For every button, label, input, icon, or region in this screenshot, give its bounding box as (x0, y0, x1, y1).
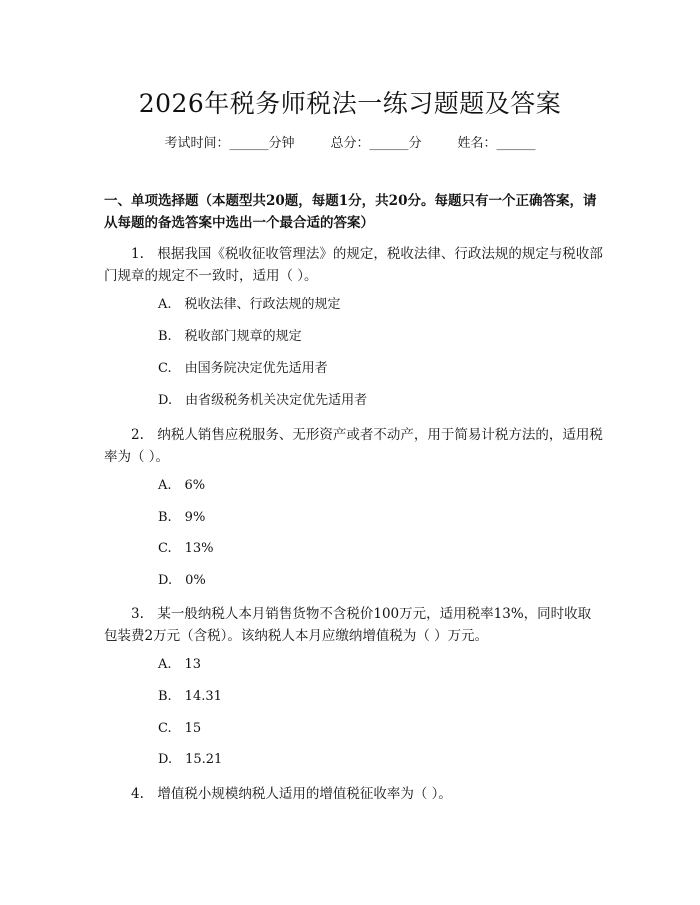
question-2-option-c: C. 13% (158, 541, 214, 556)
exam-time: 考试时间：______分钟 (164, 136, 295, 151)
exam-meta (0, 132, 700, 151)
question-4: 4. 增值税小规模纳税人适用的增值税征收率为（ ）。 (131, 786, 452, 802)
question-3-option-d: D. 15.21 (158, 752, 223, 767)
question-1-option-a: A. 税收法律、行政法规的规定 (158, 297, 341, 312)
question-3: 3. 某一般纳税人本月销售货物不含税价100万元，适用税率13%，同时收取包装费2万元（含税）。该纳税人本月应缴纳增值税为（ ）万元。 (104, 606, 592, 644)
question-3-option-c: C. 15 (158, 721, 202, 736)
page-title: 2026年税务师税法一练习题题及答案 (138, 89, 562, 118)
question-2-option-d: D. 0% (158, 573, 206, 588)
question-2: 2. 纳税人销售应税服务、无形资产或者不动产，用于简易计税方法的，适用税率为（ ）。 (104, 427, 603, 465)
question-2-option-a: A. 6% (158, 478, 206, 493)
question-1-option-d: D. 由省级税务机关决定优先适用者 (158, 393, 368, 408)
exam-name: 姓名：______ (457, 136, 536, 151)
question-3-option-a: A. 13 (158, 657, 202, 672)
question-1-option-c: C. 由国务院决定优先适用者 (158, 361, 328, 376)
section-header: 一、单项选择题（本题型共20题，每题1分，共20分。每题只有一个正确答案，请从每题的备选答案中选出一个最合适的答案） (104, 193, 597, 231)
question-3-option-b: B. 14.31 (158, 689, 222, 704)
question-2-option-b: B. 9% (158, 510, 206, 525)
question-1-option-b: B. 税收部门规章的规定 (158, 329, 302, 344)
question-1: 1. 根据我国《税收征收管理法》的规定，税收法律、行政法规的规定与税收部门规章的规定不一致时，适用（ ）。 (104, 246, 603, 284)
exam-score: 总分：______分 (330, 136, 422, 151)
